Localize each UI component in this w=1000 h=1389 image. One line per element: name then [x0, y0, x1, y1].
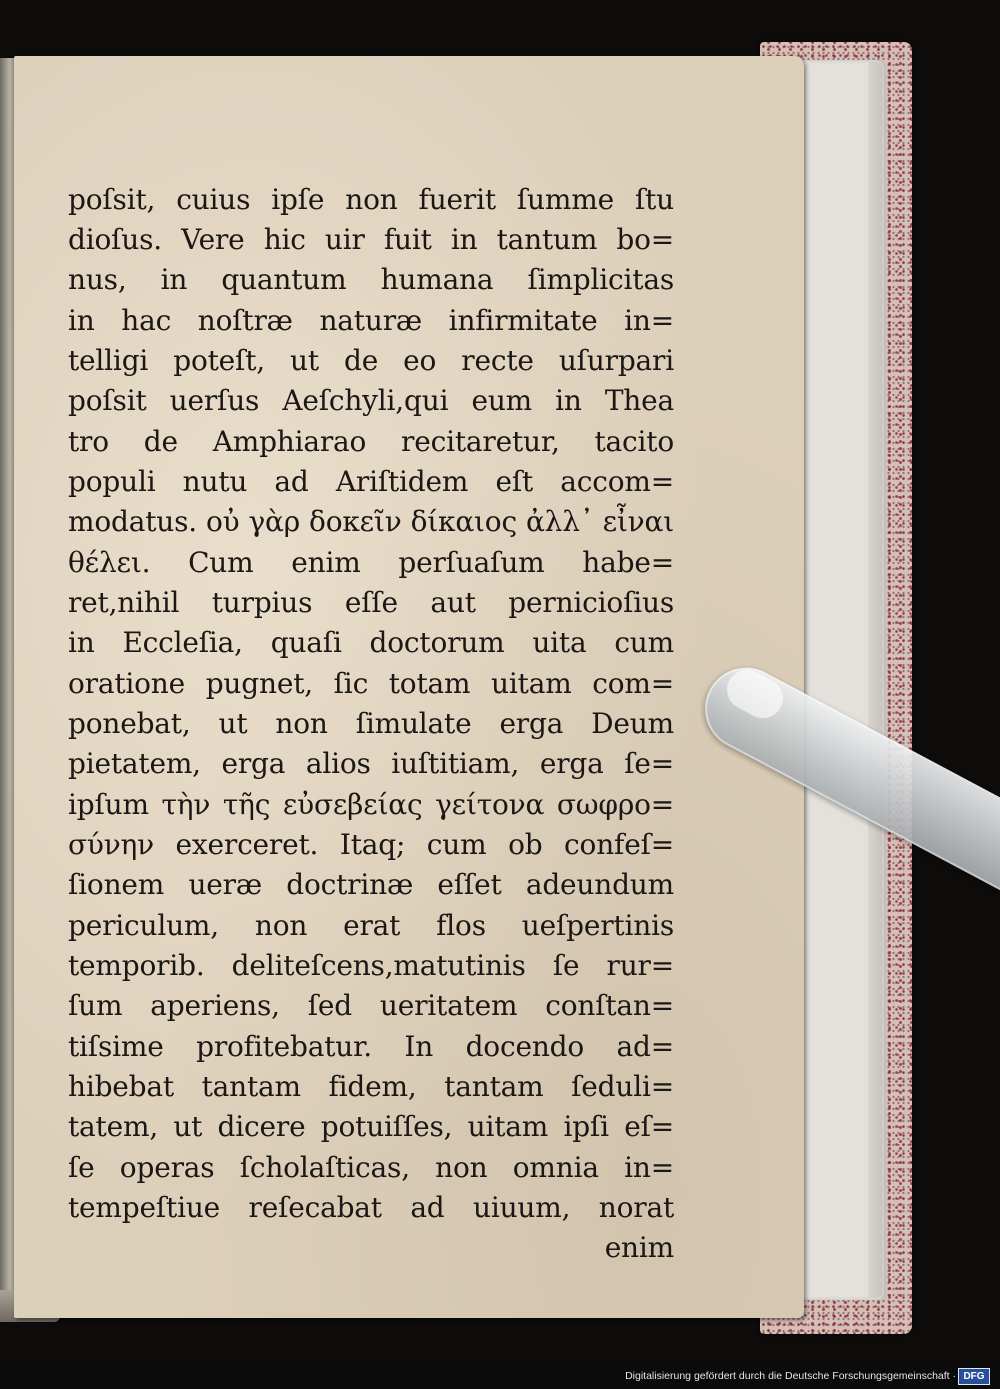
text-line: populi nutu ad Ariſtidem eſt accom=	[68, 465, 674, 498]
text-line: periculum, non erat flos ueſpertinis	[68, 909, 674, 942]
bone-folder-bookmark	[700, 640, 1000, 900]
text-line: ret,nihil turpius eſſe aut pernicioſius	[68, 586, 674, 619]
text-line: θέλει. Cum enim perſuaſum habe=	[68, 546, 674, 579]
text-line-greek: modatus. οὐ γὰρ δοκεῖν δίκαιος ἀλλ᾽ εἶναι	[68, 505, 674, 538]
dfg-logo: DFG	[958, 1368, 990, 1385]
text-line: in Eccleſia, quaſi doctorum uita cum	[68, 626, 674, 659]
text-line: poſsit uerſus Aeſchyli,qui eum in Thea	[68, 384, 674, 417]
funding-credit: Digitalisierung gefördert durch die Deutsche Forschungsgemeinschaft ·	[625, 1370, 956, 1382]
text-line: telligi poteſt, ut de eo recte uſurpari	[68, 344, 674, 377]
book-page	[14, 56, 804, 1318]
text-line: dioſus. Vere hic uir fuit in tantum bo=	[68, 223, 674, 256]
text-line: ponebat, ut non ſimulate erga Deum	[68, 707, 674, 740]
text-line: hibebat tantam fidem, tantam ſeduli=	[68, 1070, 674, 1103]
text-line: ſe operas ſcholaſticas, non omnia in=	[68, 1151, 674, 1184]
catchword: enim	[604, 1231, 674, 1264]
text-line: nus, in quantum humana ſimplicitas	[68, 263, 674, 296]
text-line: ſum aperiens, ſed ueritatem conſtan=	[68, 989, 674, 1022]
text-line: ſionem ueræ doctrinæ eſſet adeundum	[68, 868, 674, 901]
text-line: oratione pugnet, ſic totam uitam com=	[68, 667, 674, 700]
text-line: in hac noſtræ naturæ infirmitate in=	[68, 304, 674, 337]
text-line: pietatem, erga alios iuſtitiam, erga ſe=	[68, 747, 674, 780]
text-line: tro de Amphiarao recitaretur, tacito	[68, 425, 674, 458]
text-line: tatem, ut dicere potuiſſes, uitam ipſi eſ=	[68, 1110, 674, 1143]
text-line: tiſsime profitebatur. In docendo ad=	[68, 1030, 674, 1063]
text-line: tempeſtiue reſecabat ad uiuum, norat	[68, 1191, 674, 1224]
text-line: σύνην exerceret. Itaq; cum ob confeſ=	[68, 828, 674, 861]
text-line: poſsit, cuius ipſe non fuerit ſumme ſtu	[68, 183, 674, 216]
text-line-greek: ipſum τὴν τῆς εὐσεβείας γείτονα σωφρο=	[68, 788, 674, 821]
text-line: temporib. deliteſcens,matutinis ſe rur=	[68, 949, 674, 982]
